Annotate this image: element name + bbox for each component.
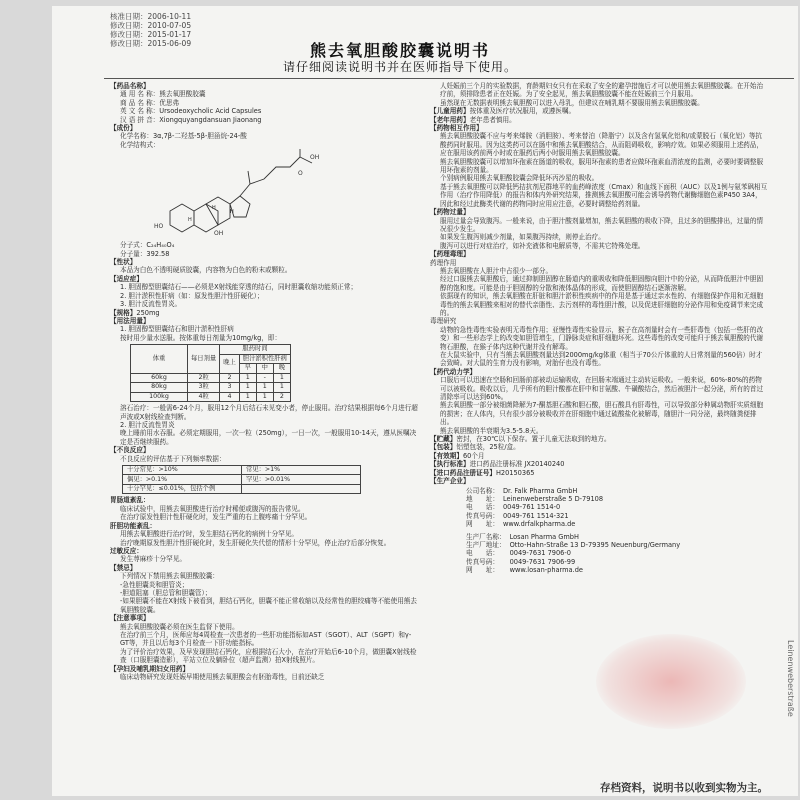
table-cell: 1 (239, 392, 256, 402)
text-paragraph: 临床试验中，用熊去氧胆酸进行治疗时稀便或腹泻的报告常见。 (120, 504, 305, 513)
field-label: 生产厂名称： (466, 532, 506, 541)
chem-name: 化学名称：3α,7β-二羟基-5β-胆甾烷-24-酸 (120, 132, 247, 141)
section-heading: 【老年用药】 (430, 115, 470, 124)
company-row (466, 520, 607, 528)
text-inline: 铝塑包装，25粒/盒。 (456, 443, 520, 452)
text-paragraph: 人妊娠前三个月的实验数据，育龄期妇女只有在采取了安全的避孕措施后才可以使用熊去氧胆酸胶囊。在开始治疗前，须排除患者正在妊娠。为了安全起见，熊去氧胆酸胶囊不能在妊娠前三个月服用。 (440, 82, 764, 99)
company-block (466, 487, 607, 529)
side-margin-text: Leinenweberstraße (786, 640, 795, 717)
table-row (131, 383, 291, 393)
table-header: 中 (256, 364, 273, 374)
table-cell: 十分罕见：≤0.01%，包括个例 (123, 484, 242, 494)
svg-text:OH: OH (310, 154, 320, 162)
field-label: 传真号码： (466, 557, 499, 566)
company-row (466, 503, 607, 511)
table-cell: 100kg (131, 392, 188, 402)
text-inline: 60个月 (462, 451, 485, 460)
field-label: 生产厂地址： (466, 540, 506, 549)
table-header: 胆汁淤积性肝病 (239, 354, 290, 364)
structure-label: 化学结构式： (120, 140, 160, 149)
text-paragraph: 发生荨麻疹十分罕见。 (120, 555, 186, 564)
table-cell: 2 (220, 373, 240, 383)
section-heading: 【有效期】 (430, 451, 463, 460)
document-title: 熊去氧胆酸胶囊说明书 (309, 41, 490, 60)
frequency-table (122, 465, 361, 495)
text-paragraph: 按时用少量水送服。按体重每日剂量为10mg/kg，即： (120, 333, 282, 342)
section-heading: 【生产企业】 (430, 477, 470, 486)
section-heading: 【用法用量】 (110, 316, 150, 325)
date-line: 修改日期：2010-07-05 (110, 21, 192, 30)
text-paragraph: 临床动物研究发现妊娠早期使用熊去氧胆酸会有胚胎毒性，目前还缺乏 (120, 673, 325, 681)
section-heading: 【进口药品注册证号】 (430, 468, 496, 477)
text-paragraph: 晚上睡前用水吞服。必须定期服用，一次一粒（250mg），一日一次，一般服用10-14天，遵从医嘱决定是否继续服药。 (120, 429, 417, 446)
field-value: 0049-7631 7906-0 (509, 549, 571, 558)
text-paragraph: 熊去氧胆酸胶囊可以增加环孢素在肠道的吸收，服用环孢素的患者应做环孢素血清浓度的监测，必要时要调整服用环孢素的剂量。 (440, 157, 764, 175)
field-label: 传真号码： (466, 511, 499, 520)
chemical-structure (110, 149, 420, 241)
section-heading: 【孕妇及哺乳期妇女用药】 (110, 664, 190, 673)
svg-text:H: H (188, 217, 192, 224)
company-row (466, 566, 684, 574)
svg-text:O: O (298, 170, 303, 178)
date-line: 修改日期：2015-06-09 (110, 39, 192, 48)
text-paragraph: 服用过量会导致腹泻。一般来说，由于胆汁酸剂量增加，熊去氧胆酸的吸收下降，且过多的胆酸排出，过量的情况很少发生。 (440, 216, 764, 233)
table-row (123, 465, 361, 475)
field-value: Losan Pharma GmbH (509, 532, 579, 541)
text-paragraph: 1. 胆固醇型胆囊结石——必须是X射线能穿透的结石，同时胆囊收缩功能须正常； (120, 283, 358, 292)
spec-value: 250mg (136, 308, 160, 317)
section-heading: 【不良反应】 (110, 446, 150, 455)
text-paragraph: 依据现有的知识，熊去氧胆酸在肝脏和胆汁淤积性疾病中的作用是基于通过亲水性的、有细胞保护作用和无细胞毒性的熊去氧胆酸来相对的替代亲脂性、去污剂样的毒性胆汁酸，以及促进肝细胞的分泌作用和免疫调节来完成的。 (440, 292, 764, 317)
table-cell: 3粒 (188, 383, 220, 393)
text-paragraph: 在治疗前三个月，医师应每4周检查一次患者的一些肝功能指标如AST（SGOT）、ALT（SGPT）和γ-GT等，并且以后每3个月检查一下肝功能指标。 (120, 630, 412, 648)
text-paragraph: 在大鼠实验中，只有当熊去氧胆酸剂量达到2000mg/kg体重（相当于70公斤体重的人日常剂量的560倍）时才会致畸。对大鼠的生育力没有影响，对胎仔也没有毒性。 (440, 351, 763, 368)
text-paragraph: 溶石治疗：一般需6-24个月，服用12个月后结石未见变小者，停止服用。治疗结果根据每6个月进行超声波或X射线检查判断。 (120, 404, 418, 421)
table-row (123, 484, 361, 494)
text-paragraph: 口服后可以迅速在空肠和回肠前部被动运输吸收，在回肠末端通过主动转运吸收。一般来说，60%-80%的药物可以被吸收。吸收以后，几乎所有的胆汁酸都在肝中和甘氨酸、牛磺酸结合，然后被胆汁一起分泌，所有的首过清除率可以达到60%。 (440, 376, 764, 402)
section-heading: 【禁忌】 (110, 563, 137, 572)
field-value: Leinenweberstraße 5 D-79108 (502, 494, 604, 503)
text-paragraph: 熊去氧胆酸胶囊必须在医生监督下使用。 (120, 622, 239, 631)
svg-text:H: H (212, 205, 216, 212)
text-inline: 进口药品注册标准 JX20140240 (469, 460, 565, 469)
field-value: 0049-7631 7906-99 (509, 557, 576, 566)
table-cell: 1 (256, 383, 273, 393)
field-label: 电 话： (466, 503, 499, 512)
text-paragraph: 基于熊去氧胆酸可以降低钙拮抗剂尼群地平的血药峰浓度（Cmax）和血线下面积（AUC）以及1例与氨苯砜相互作用（治疗作用降低）的报告和体内外研究结果，推测熊去氧胆酸可能会诱导药物代谢酶细胞色素P450 3A4，因此和经过此酶类代谢的药物同时应用应注意，必要时调整给药剂量。 (440, 182, 768, 208)
text-line: 商 品 名 称：优思弗 (120, 98, 180, 107)
field-value: 0049-761 1514-0 (502, 503, 561, 512)
sub-heading: 肝胆功能紊乱： (110, 521, 157, 530)
table-header: 早 (239, 364, 256, 374)
company-row (466, 533, 684, 541)
table-header: 体重 (131, 345, 188, 374)
field-label: 电 话： (466, 549, 499, 558)
text-inline: H20150365 (495, 468, 535, 477)
svg-text:HO: HO (154, 223, 164, 231)
table-cell: 1 (273, 373, 290, 383)
text-paragraph: 1. 胆固醇型胆囊结石和胆汁淤积性肝病 (120, 325, 234, 334)
section-heading: 【儿童用药】 (430, 107, 470, 116)
table-cell: 偶见：>0.1% (123, 475, 242, 485)
text-paragraph: 熊去氧胆酸胶囊不应与考来烯胺（消胆胺）、考来替泊（降脂宁）以及含有氢氧化铝和/或蒙脱石（氧化铝）等抗酸药同时服用。因为这类药可以在肠中和熊去氧胆酸结合，从而阻碍吸收，影响疗效。如果必须服用上述药品，应在服用该药前两小时或在服药后两小时服用熊去氧胆酸胶囊。 (440, 132, 764, 158)
text-paragraph: 动物的急性毒性实验表明无毒性作用；亚慢性毒性实验显示，猴子在高剂量时会有一些肝毒性（包括一些肝的改变）和一些形态学上的改变如胆管增生，门静脉炎症和肝细胞坏死。这些毒性的改变可能归于熊去氧胆酸的代谢物石胆酸，在猴子体内这种代谢并没有解毒。 (440, 325, 764, 351)
text-paragraph: 经过口服熊去氧胆酸后，通过抑制胆固醇在肠道内的重吸收和降低胆固醇向胆汁中的分泌，从而降低胆汁中胆固醇的饱和度。可能是由于胆固醇的分散和液体晶体的形成，而使胆固醇结石逐渐溶解。 (440, 275, 764, 292)
section-heading: 【规格】 (110, 308, 137, 317)
field-label: 公司名称： (466, 486, 499, 495)
molecular-weight: 分子量：392.58 (120, 249, 170, 258)
dosage-table (130, 344, 291, 402)
field-label: 地 址： (466, 494, 499, 503)
red-seal-stamp (596, 634, 746, 729)
section-heading: 【药品名称】 (110, 82, 150, 90)
field-value: Otto-Hahn-Straße 13 D-79395 Neuenburg/Germany (509, 540, 681, 549)
text-paragraph: 本品为白色不透明硬质胶囊，内容物为白色的粉末或颗粒。 (120, 266, 292, 275)
table-cell: 60kg (131, 373, 188, 383)
company-row (466, 487, 607, 495)
text-paragraph: 如果发生腹泻则减少剂量，如果腹泻持续，则停止治疗。 (440, 233, 605, 242)
section-heading: 【贮藏】 (430, 435, 457, 444)
company-block (466, 533, 684, 575)
structure-diagram (150, 149, 350, 241)
section-heading: 【注意事项】 (110, 614, 150, 623)
field-value: www.drfalkpharma.de (502, 520, 576, 529)
text-paragraph: 2. 胆汁淤积性肝病（如：原发性胆汁性肝硬化）； (120, 291, 264, 300)
text-line: 英 文 名 称：Ursodeoxycholic Acid Capsules (120, 107, 262, 116)
table-cell: 80kg (131, 383, 188, 393)
table-header: 每日剂量 (188, 345, 220, 374)
text-paragraph: 2. 胆汁反流性胃炎 (120, 420, 175, 429)
company-row (466, 512, 607, 520)
text-paragraph: 用熊去氧胆酸进行治疗时，发生胆结石钙化的病例十分罕见。 (120, 530, 299, 539)
field-label: 网 址： (466, 566, 499, 575)
table-header: 晚 (273, 364, 290, 374)
table-cell: 1 (256, 392, 273, 402)
section-heading: 【药物过量】 (430, 208, 470, 217)
table-row (131, 392, 291, 402)
table-cell: 3 (220, 383, 240, 393)
sub-heading: 过敏反应： (110, 546, 143, 555)
text-inline: 密封，在30℃以下保存。置于儿童无法取到的地方。 (456, 435, 611, 444)
archive-note: 存档资料，说明书以收到实物为主。 (600, 782, 768, 794)
table-header: 晚上 (220, 354, 240, 373)
text-paragraph: 为了评价治疗效果，及早发现胆结石钙化，应根据结石大小，在治疗开始后6-10个月，做胆囊X射线检查（口服胆囊造影），平站立位及躺卧位（超声监测）拍X射线照片。 (120, 647, 417, 665)
table-header: 服药时间 (220, 345, 291, 355)
section-heading: 【性状】 (110, 258, 137, 267)
text-paragraph: -急性胆囊炎和胆管炎； (120, 580, 189, 589)
table-cell: 4 (220, 392, 240, 402)
text-paragraph: 熊去氧胆酸的半衰期为3.5-5.8天。 (440, 426, 543, 435)
right-column (430, 82, 768, 575)
table-cell: 1 (273, 383, 290, 393)
text-paragraph: 治疗晚期原发性胆汁性肝硬化时，发生肝硬化失代偿的情形十分罕见，停止治疗后部分恢复。 (120, 538, 391, 547)
sub-heading: 胃肠道紊乱： (110, 496, 150, 505)
table-cell: 十分常见：>10% (123, 465, 242, 475)
field-label: 网 址： (466, 520, 499, 529)
table-row (123, 475, 361, 485)
svg-text:H: H (230, 209, 234, 216)
header-divider (104, 78, 794, 79)
section-heading: 【药代动力学】 (430, 367, 477, 376)
date-line: 修改日期：2015-01-17 (110, 30, 192, 39)
text-inline: 按体重及医疗状况服用，或遵医嘱。 (469, 107, 576, 116)
text-paragraph: 不良反应的评估基于下列频率数据： (120, 454, 226, 463)
table-cell: 4粒 (188, 392, 220, 402)
company-row (466, 549, 684, 557)
left-column (110, 82, 420, 681)
text-paragraph: 个别病例服用熊去氧胆酸胶囊会降低环丙沙星的吸收。 (440, 174, 599, 183)
table-cell: 罕见：>0.01% (242, 475, 361, 485)
text-paragraph: 3. 胆汁反流性胃炎。 (120, 300, 182, 309)
section-heading: 【药理毒理】 (430, 250, 470, 259)
field-value: www.losan-pharma.de (509, 566, 583, 575)
text-paragraph: -如果胆囊不能在X射线下被看到，胆结石钙化，胆囊不能正常收缩以及经常性的胆绞痛等不能使用熊去氧胆酸胶囊。 (120, 597, 418, 614)
text-paragraph: 下列情况下禁用熊去氧胆酸胶囊： (120, 572, 219, 581)
field-value: Dr. Falk Pharma GmbH (502, 486, 578, 495)
table-cell: 1 (239, 383, 256, 393)
text-paragraph: 虽然现在无数据表明熊去氧胆酸可以进入母乳，但建议在哺乳期不要服用熊去氧胆酸胶囊。 (440, 98, 704, 107)
molecular-formula: 分子式：C₂₄H₄₀O₄ (120, 241, 175, 250)
table-cell: 常见：>1% (242, 465, 361, 475)
text-line: 汉 语 拼 音：Xiongquyangdansuan Jiaonang (120, 115, 262, 124)
sub-heading: 药理作用 (430, 258, 457, 267)
section-heading: 【执行标准】 (430, 460, 470, 469)
text-paragraph: 腹泻可以进行对症治疗，如补充液体和电解质等，不需其它特殊处理。 (440, 241, 645, 250)
text-paragraph: -胆道阻塞（胆总管和胆囊管）； (120, 588, 212, 597)
table-cell (242, 484, 361, 494)
svg-text:OH: OH (214, 230, 224, 238)
table-cell: - (256, 373, 273, 383)
field-value: 0049-761 1514-321 (502, 511, 569, 520)
text-paragraph: 熊去氧胆酸在人胆汁中占很少一部分。 (440, 266, 553, 275)
text-inline: 老年患者慎用。 (469, 115, 516, 124)
table-row (131, 373, 291, 383)
text-paragraph: 在治疗原发性胆汁性肝硬化时，发生严重的右上腹疼痛十分罕见。 (120, 513, 312, 522)
section-heading: 【适应症】 (110, 274, 143, 283)
section-heading: 【成份】 (110, 124, 137, 133)
text-paragraph: 熊去氧胆酸一部分被细菌降解为7-酮基胆石酸和胆石酸，胆石酸具有肝毒性，可以导致部分种属动物肝实质细胞的损害；在人体内，只有很少部分被吸收并在肝细胞中通过硫酸盐化被解毒，随胆汁一同分泌，最终随粪便排出。 (440, 401, 764, 427)
section-heading: 【包装】 (430, 443, 457, 452)
date-line: 核准日期：2006-10-11 (110, 12, 192, 21)
table-cell: 2粒 (188, 373, 220, 383)
sub-heading: 毒理研究 (430, 317, 457, 326)
table-cell: 2 (273, 392, 290, 402)
document-subtitle: 请仔细阅读说明书并在医师指导下使用。 (282, 60, 517, 74)
company-row (466, 558, 684, 566)
table-cell: 1 (239, 373, 256, 383)
section-heading: 【药物相互作用】 (430, 124, 483, 133)
text-line: 通 用 名 称：熊去氧胆酸胶囊 (120, 90, 206, 99)
